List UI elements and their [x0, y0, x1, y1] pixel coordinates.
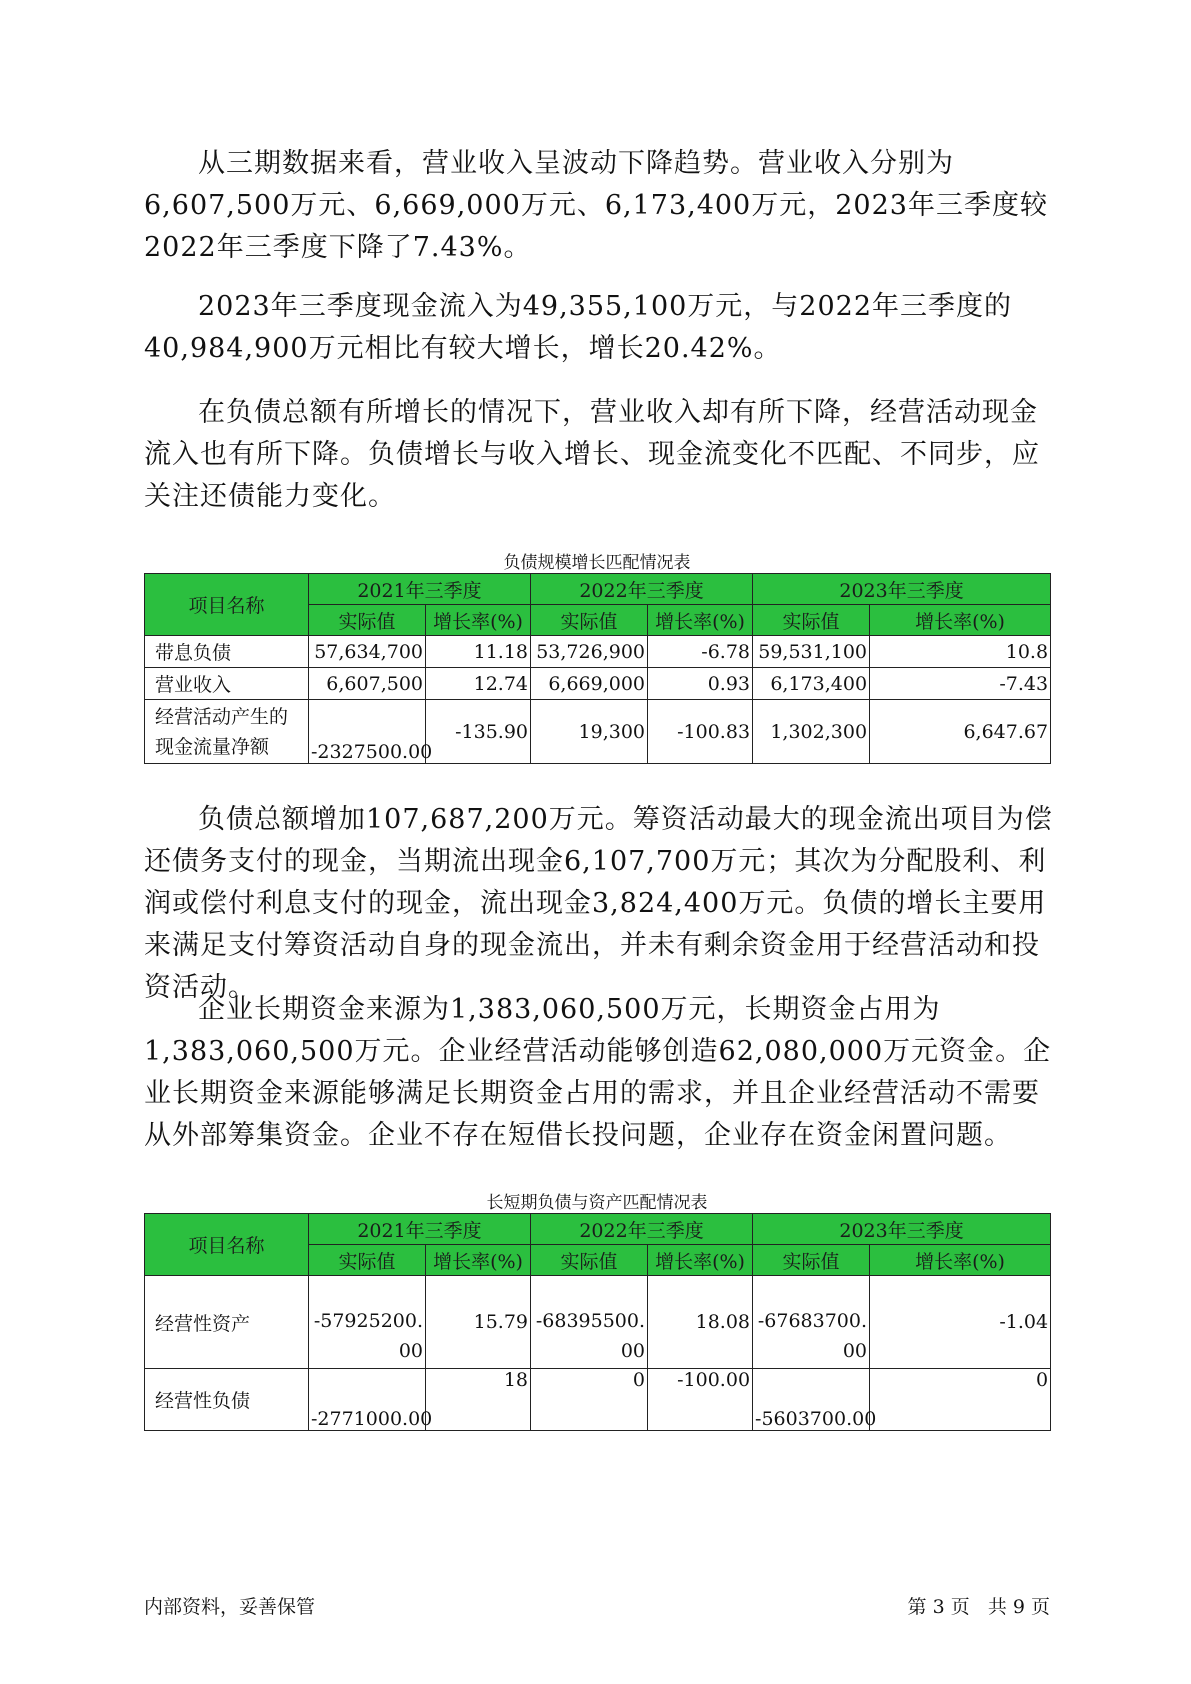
period-header: 2021年三季度: [309, 1214, 531, 1245]
debt-asset-match-table: [144, 1213, 1051, 1431]
period-header: 2022年三季度: [531, 574, 753, 605]
growth-rate-header: 增长率(%): [870, 605, 1051, 636]
cell: 53,726,900: [531, 636, 648, 668]
growth-rate-header: 增长率(%): [648, 605, 753, 636]
cell: 6,173,400: [753, 668, 870, 700]
table-row: [145, 1276, 1051, 1369]
footer-page-number: 第 3 页 共 9 页: [907, 1596, 1050, 1618]
actual-value-header: 实际值: [753, 1245, 870, 1276]
cell: -2771000.00: [309, 1369, 426, 1431]
growth-rate-header: 增长率(%): [426, 1245, 531, 1276]
cell: -100.00: [648, 1369, 753, 1431]
paragraph-debt-mismatch: [144, 392, 1054, 518]
cell: -57925200.00: [309, 1276, 426, 1369]
cell: 19,300: [531, 700, 648, 764]
paragraph-revenue-trend: [144, 143, 1054, 269]
row-label: 经营活动产生的现金流量净额: [145, 700, 309, 764]
actual-value-header: 实际值: [309, 1245, 426, 1276]
actual-value-header: 实际值: [309, 605, 426, 636]
cell: 0: [870, 1369, 1051, 1431]
period-header: 2023年三季度: [753, 1214, 1051, 1245]
cell: 6,647.67: [870, 700, 1051, 764]
row-label: 经营性资产: [145, 1276, 309, 1369]
cell: -6.78: [648, 636, 753, 668]
cell: 57,634,700: [309, 636, 426, 668]
growth-rate-header: 增长率(%): [648, 1245, 753, 1276]
paragraph-cash-inflow: [144, 286, 1054, 370]
table2-caption: 长短期负债与资产匹配情况表: [486, 1193, 708, 1213]
paragraph-text: 在负债总额有所增长的情况下，营业收入却有所下降，经营活动现金流入也有所下降。负债增长与收入增长、现金流变化不匹配、不同步，应关注还债能力变化。: [144, 397, 1040, 512]
cell: -135.90: [426, 700, 531, 764]
cell: -2327500.00: [309, 700, 426, 764]
cell: 18.08: [648, 1276, 753, 1369]
cell: 11.18: [426, 636, 531, 668]
table1-caption: 负债规模增长匹配情况表: [503, 553, 691, 573]
row-label: 经营性负债: [145, 1369, 309, 1431]
cell: -5603700.00: [753, 1369, 870, 1431]
item-name-header: 项目名称: [145, 574, 309, 636]
actual-value-header: 实际值: [531, 605, 648, 636]
cell: 1,302,300: [753, 700, 870, 764]
table-row: [145, 1369, 1051, 1431]
footer-confidential-note: 内部资料，妥善保管: [144, 1596, 316, 1618]
cell: -100.83: [648, 700, 753, 764]
cell: -1.04: [870, 1276, 1051, 1369]
cell: 10.8: [870, 636, 1051, 668]
actual-value-header: 实际值: [531, 1245, 648, 1276]
cell: 6,607,500: [309, 668, 426, 700]
growth-rate-header: 增长率(%): [426, 605, 531, 636]
period-header: 2021年三季度: [309, 574, 531, 605]
cell: 12.74: [426, 668, 531, 700]
paragraph-text: 从三期数据来看，营业收入呈波动下降趋势。营业收入分别为6,607,500万元、6,669,000万元、6,173,400万元，2023年三季度较2022年三季度下降了7.43%。: [144, 148, 1048, 263]
paragraph-text: 负债总额增加107,687,200万元。筹资活动最大的现金流出项目为偿还债务支付的现金，当期流出现金6,107,700万元；其次为分配股利、利润或偿付利息支付的现金，流出现金3,824,400万元。负债的增长主要用来满足支付筹资活动自身的现金流出，并未有剩余资金用于经营活动和投资活动。: [144, 804, 1053, 1003]
item-name-header: 项目名称: [145, 1214, 309, 1276]
cell: 0.93: [648, 668, 753, 700]
cell: -68395500.00: [531, 1276, 648, 1369]
table-row: [145, 700, 1051, 764]
paragraph-long-term-funds: [144, 989, 1054, 1157]
cell: 6,669,000: [531, 668, 648, 700]
period-header: 2022年三季度: [531, 1214, 753, 1245]
table-row: [145, 668, 1051, 700]
table-row: [145, 636, 1051, 668]
cell: -7.43: [870, 668, 1051, 700]
paragraph-text: 2023年三季度现金流入为49,355,100万元，与2022年三季度的40,984,900万元相比有较大增长，增长20.42%。: [144, 291, 1013, 364]
growth-rate-header: 增长率(%): [870, 1245, 1051, 1276]
paragraph-debt-increase: [144, 799, 1054, 1009]
row-label: 带息负债: [145, 636, 309, 668]
cell: 59,531,100: [753, 636, 870, 668]
row-label: 营业收入: [145, 668, 309, 700]
debt-growth-table: [144, 573, 1051, 764]
cell: 0: [531, 1369, 648, 1431]
period-header: 2023年三季度: [753, 574, 1051, 605]
cell: 18: [426, 1369, 531, 1431]
cell: -67683700.00: [753, 1276, 870, 1369]
actual-value-header: 实际值: [753, 605, 870, 636]
paragraph-text: 企业长期资金来源为1,383,060,500万元，长期资金占用为1,383,060,500万元。企业经营活动能够创造62,080,000万元资金。企业长期资金来源能够满足长期资金占用的需求，并且企业经营活动不需要从外部筹集资金。企业不存在短借长投问题，企业存在资金闲置问题。: [144, 994, 1052, 1151]
cell: 15.79: [426, 1276, 531, 1369]
